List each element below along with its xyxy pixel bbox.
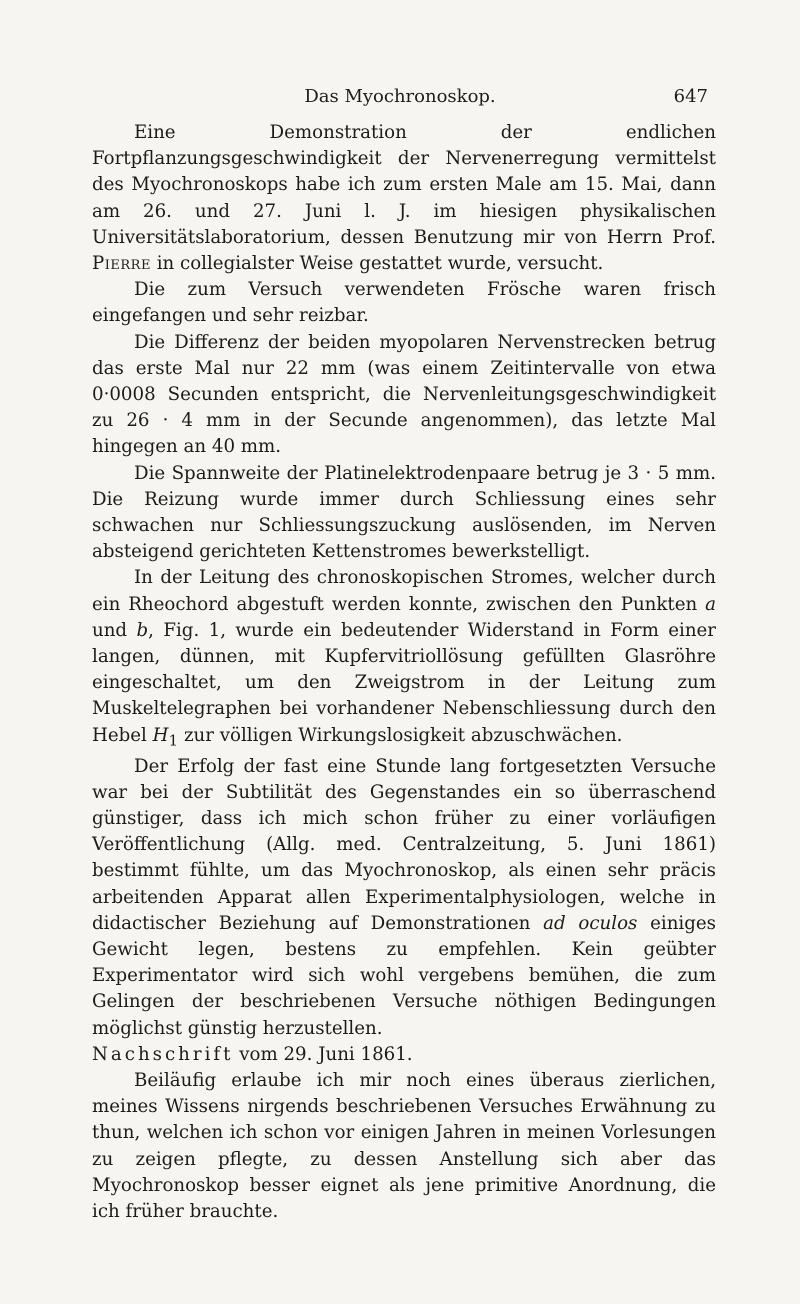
paragraph-frogs: Die zum Versuch verwendeten Frösche waren frisch eingefangen und sehr reizbar. — [92, 279, 716, 327]
postscript-label: Nachschrift — [92, 1043, 234, 1065]
page-number: 647 — [673, 86, 708, 107]
latin-phrase: ad oculos — [543, 912, 638, 934]
postscript-heading — [92, 1042, 716, 1068]
paragraph-electrodes: Die Spannweite der Platinelektrodenpaare betrug je 3 · 5 mm. Die Reizung wurde immer durch Schliessung eines sehr schwachen nur Schliessungszuckung auslösenden, im Nerven absteigend gerichteten Kettenstromes bewerkstelligt. — [92, 462, 716, 563]
person-name: Pierre — [92, 253, 151, 275]
point-b: b — [136, 619, 149, 641]
postscript-date: vom 29. Juni 1861. — [233, 1043, 413, 1065]
paragraph-circuit: In der Leitung des chronoskopischen Stromes, welcher durch ein Rheochord abgestuft werden konnte, zwischen den Punkten a und b, Fig. 1, wurde ein bedeutender Widerstand in Form einer langen, dünnen, mit Kupfervitriollösung gefüllten Glasröhre eingeschaltet, um den Zweigstrom in der Leitung zum Muskeltelegraphen bei vorhandener Nebenschliessung durch den Hebel $H_1$ zur völligen Wirkungslosigkeit abzuschwächen. — [92, 567, 716, 750]
paragraph-result: Der Erfolg der fast eine Stunde lang fortgesetzten Versuche war bei der Subtilität des Gegenstandes ein so überraschend günstiger, dass ich mich schon früher zu einer vorläufigen Veröffentlichung (Allg. med. Centralzeitung, 5. Juni 1861) bestimmt fühlte, um das Myochronoskop, als einen sehr präcis arbeitenden Apparat allen Experimentalphysiologen, welche in didactischer Beziehung auf Demonstrationen ad oculos einiges Gewicht legen, bestens zu empfehlen. Kein geübter Experimentator wird sich wohl vergebens bemühen, die zum Gelingen der beschriebenen Versuche nöthigen Bedingungen möglichst günstig herzustellen. — [92, 755, 716, 1039]
paragraph-demonstration: Eine Demonstration der endlichen Fortpflanzungsgeschwindigkeit der Nervenerregung vermittelst des Myochronoskops habe ich zum ersten Male am 15. Mai, dann am 26. und 27. Juni l. J. im hiesigen physikalischen Universitätslaboratorium, dessen Benutzung mir von Herrn Prof. Pierre in collegialster Weise gestattet wurde, versucht. — [92, 122, 716, 275]
page-body — [92, 120, 716, 1225]
running-title: Das Myochronoskop. — [304, 86, 496, 107]
paragraph-postscript: Beiläufig erlaube ich mir noch eines überaus zierlichen, meines Wissens nirgends beschriebenen Versuches Erwähnung zu thun, welchen ich schon vor einigen Jahren in meinen Vorlesungen zu zeigen pflegte, zu dessen Anstellung sich aber das Myochronoskop besser eignet als jene primitive Anordnung, die ich früher brauchte. — [92, 1069, 716, 1222]
lever-symbol: H — [152, 724, 169, 746]
point-a: a — [705, 593, 716, 615]
paragraph-difference: Die Differenz der beiden myopolaren Nervenstrecken betrug das erste Mal nur 22 mm (was einem Zeitintervalle von etwa 0·0008 Secunden entspricht, die Nervenleitungsgeschwindigkeit zu 26 · 4 mm in der Secunde angenommen), das letzte Mal hingegen an 40 mm. — [92, 331, 716, 458]
lever-subscript: 1 — [168, 731, 179, 750]
